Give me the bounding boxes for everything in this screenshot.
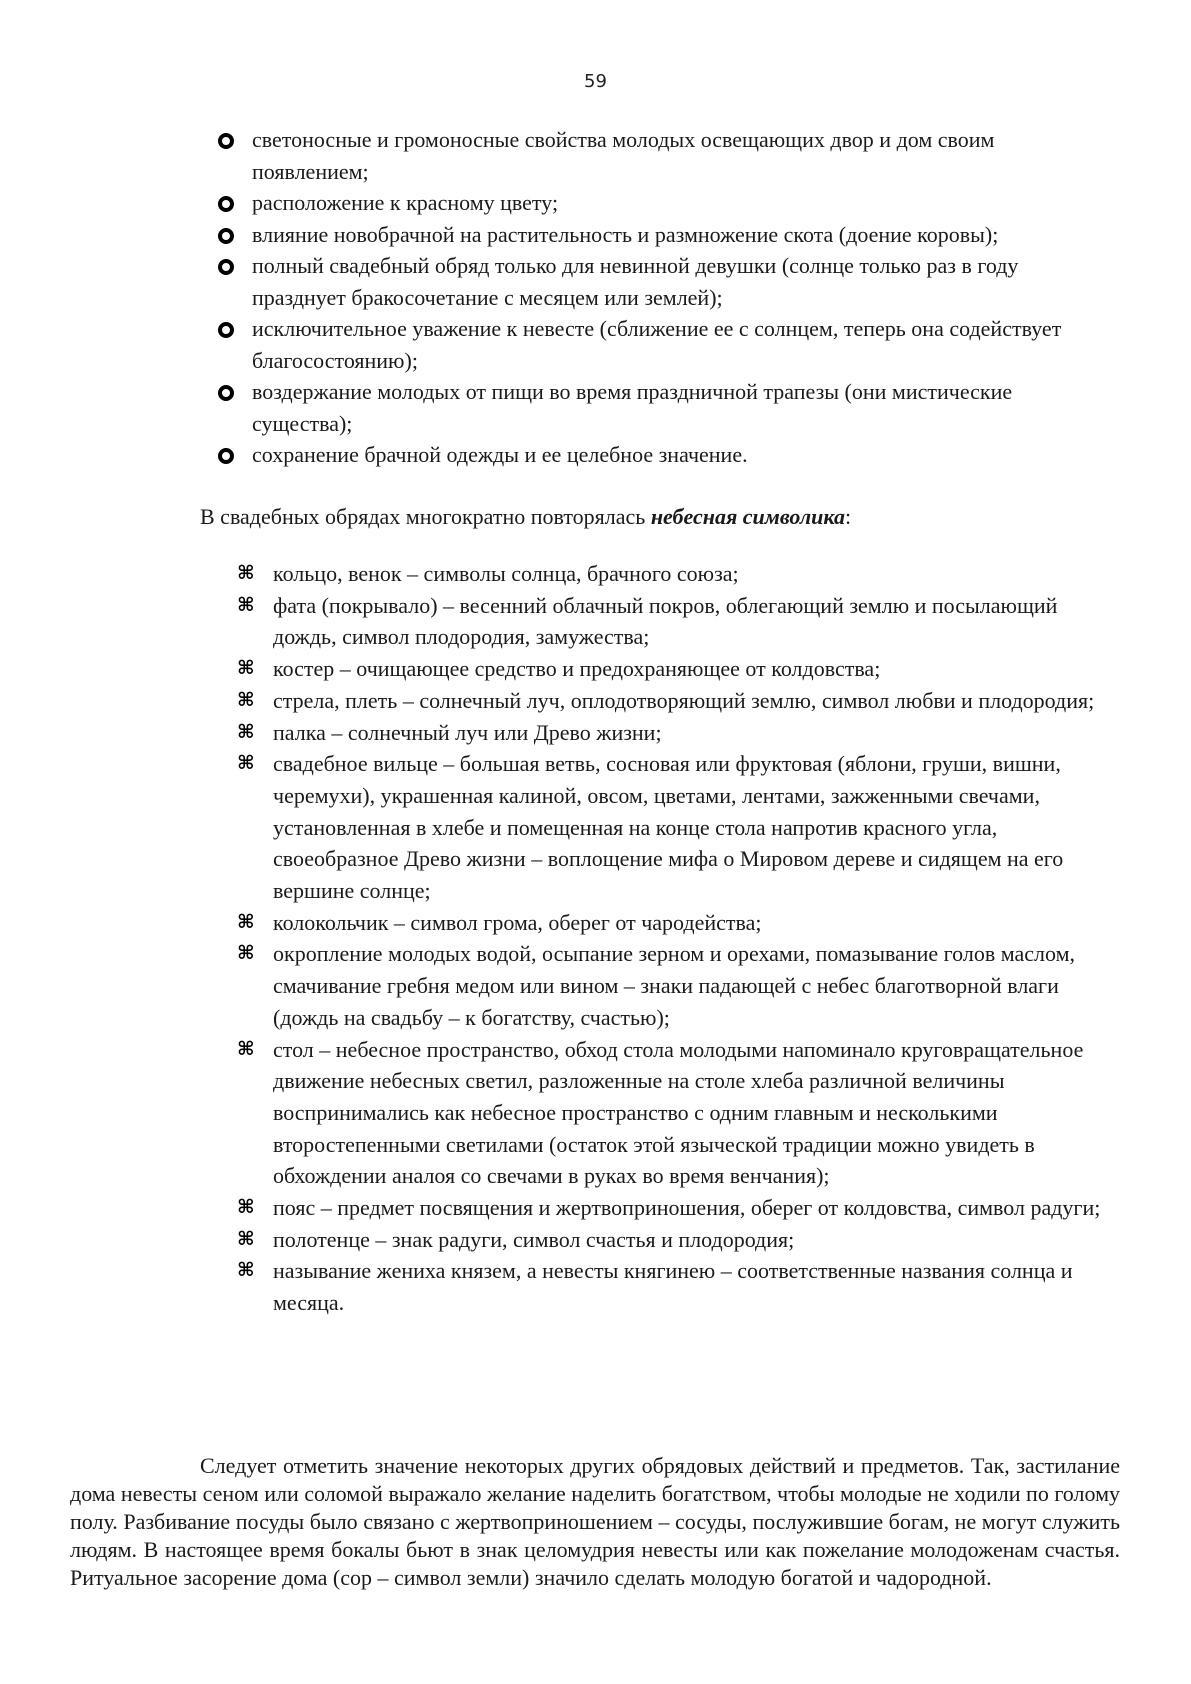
intro-colon: : bbox=[844, 504, 852, 529]
list-item bbox=[237, 558, 1117, 590]
ring-bullet-icon bbox=[218, 385, 234, 401]
list-item-text: свадебное вильце – большая ветвь, сосновая или фруктовая (яблони, груши, вишни, черемухи), украшенная калиной, овсом, цветами, лентами, зажженными свечами, установленная в хлебе и помещенная на конце стола напротив красного угла, своеобразное Древо жизни – воплощение мифа о Мировом дереве и сидящем на его вершине солнце; bbox=[273, 751, 1064, 904]
list-item bbox=[218, 250, 1098, 313]
command-bullet-icon: ⌘ bbox=[237, 1196, 255, 1219]
ring-bullet-icon bbox=[218, 133, 234, 149]
command-bullet-icon: ⌘ bbox=[237, 657, 255, 680]
list-item-text: светоносные и громоносные свойства молодых освещающих двор и дом своим появлением; bbox=[252, 127, 995, 184]
list-item bbox=[237, 653, 1117, 685]
list-item-text: полный свадебный обряд только для невинной девушки (солнце только раз в году празднует бракосочетание с месяцем или землей); bbox=[252, 253, 1019, 310]
list-item-text: расположение к красному цвету; bbox=[252, 190, 559, 215]
list-item-text: пояс – предмет посвящения и жертвоприношения, оберег от колдовства, символ радуги; bbox=[273, 1195, 1101, 1221]
list-item bbox=[237, 717, 1117, 749]
list-item-text: фата (покрывало) – весенний облачный покров, облегающий землю и посылающий дождь, символ плодородия, замужества; bbox=[273, 592, 1058, 650]
list-item bbox=[218, 376, 1098, 439]
closing-paragraph: Следует отметить значение некоторых других обрядовых действий и предметов. Так, застилание дома невесты сеном или соломой выражало желание наделить богатством, чтобы молодые не ходили по голому полу. Разбивание посуды было связано с жертвоприношением – сосуды, послужившие богам, не могут служить людям. В настоящее время бокалы бьют в знак целомудрия невесты или как пожелание молодоженам счастья. Ритуальное засорение дома (сор – символ земли) значило сделать молодую богатой и чадородной. bbox=[70, 1453, 1120, 1590]
list-item-text: палка – солнечный луч или Древо жизни; bbox=[273, 719, 662, 745]
list-item-text: стол – небесное пространство, обход стола молодыми напоминало круговращательное движение небесных светил, разложенные на столе хлеба различной величины воспринимались как небесное пространство с одним главным и несколькими второстепенными светилами (остаток этой языческой традиции можно увидеть в обхождении аналоя со свечами в руках во время венчания); bbox=[273, 1036, 1084, 1189]
command-bullet-icon: ⌘ bbox=[237, 593, 255, 616]
list-item bbox=[218, 439, 1098, 471]
command-bullet-icon: ⌘ bbox=[237, 1259, 255, 1282]
list-item-text: кольцо, венок – символы солнца, брачного союза; bbox=[273, 561, 739, 586]
bulleted-list-celestial-symbols bbox=[237, 558, 1117, 1319]
list-item-text: костер – очищающее средство и предохраняющее от колдовства; bbox=[273, 656, 881, 682]
intro-text: В свадебных обрядах многократно повторялась bbox=[200, 504, 651, 529]
list-item bbox=[237, 1034, 1117, 1193]
list-item bbox=[237, 1192, 1117, 1224]
list-item bbox=[237, 590, 1117, 653]
ring-bullet-icon bbox=[218, 322, 234, 338]
list-item-text: называние жениха князем, а невесты княгинею – соответственные названия солнца и месяца. bbox=[273, 1258, 1073, 1316]
list-item bbox=[237, 748, 1117, 907]
list-item bbox=[218, 219, 1098, 251]
command-bullet-icon: ⌘ bbox=[237, 720, 255, 743]
list-item-text: воздержание молодых от пищи во время праздничной трапезы (они мистические существа); bbox=[252, 379, 1013, 436]
page-number: 59 bbox=[584, 71, 607, 92]
list-item bbox=[237, 938, 1117, 1033]
list-item bbox=[218, 187, 1098, 219]
intro-sentence bbox=[200, 501, 1100, 533]
list-item-text: полотенце – знак радуги, символ счастья и плодородия; bbox=[273, 1226, 795, 1252]
command-bullet-icon: ⌘ bbox=[237, 752, 255, 775]
command-bullet-icon: ⌘ bbox=[237, 1227, 255, 1250]
list-item bbox=[237, 685, 1117, 717]
ring-bullet-icon bbox=[218, 196, 234, 212]
intro-emphasis: небесная символика bbox=[650, 504, 845, 529]
ring-bullet-icon bbox=[218, 259, 234, 275]
command-bullet-icon: ⌘ bbox=[237, 942, 255, 965]
list-item-text: колокольчик – символ грома, оберег от чародейства; bbox=[273, 909, 762, 935]
list-item bbox=[218, 124, 1098, 187]
list-item-text: исключительное уважение к невесте (сближение ее с солнцем, теперь она содействует благосостоянию); bbox=[252, 316, 1062, 373]
command-bullet-icon: ⌘ bbox=[237, 688, 255, 711]
command-bullet-icon: ⌘ bbox=[237, 562, 255, 584]
list-item-text: влияние новобрачной на растительность и размножение скота (доение коровы); bbox=[252, 221, 999, 247]
ring-bullet-icon bbox=[218, 448, 234, 464]
list-item-text: окропление молодых водой, осыпание зерном и орехами, помазывание голов маслом, смачивание гребня медом или вином – знаки падающей с небес благотворной влаги (дождь на свадьбу – к богатству, счастью); bbox=[273, 941, 1076, 1030]
list-item-text: сохранение брачной одежды и ее целебное значение. bbox=[252, 442, 748, 467]
bulleted-list-properties bbox=[218, 124, 1098, 471]
list-item bbox=[218, 313, 1098, 376]
ring-bullet-icon bbox=[218, 228, 234, 244]
list-item bbox=[237, 1224, 1117, 1256]
command-bullet-icon: ⌘ bbox=[237, 1037, 255, 1060]
list-item bbox=[237, 907, 1117, 939]
list-item bbox=[237, 1255, 1117, 1318]
command-bullet-icon: ⌘ bbox=[237, 910, 255, 933]
list-item-text: стрела, плеть – солнечный луч, оплодотворяющий землю, символ любви и плодородия; bbox=[273, 687, 1095, 713]
